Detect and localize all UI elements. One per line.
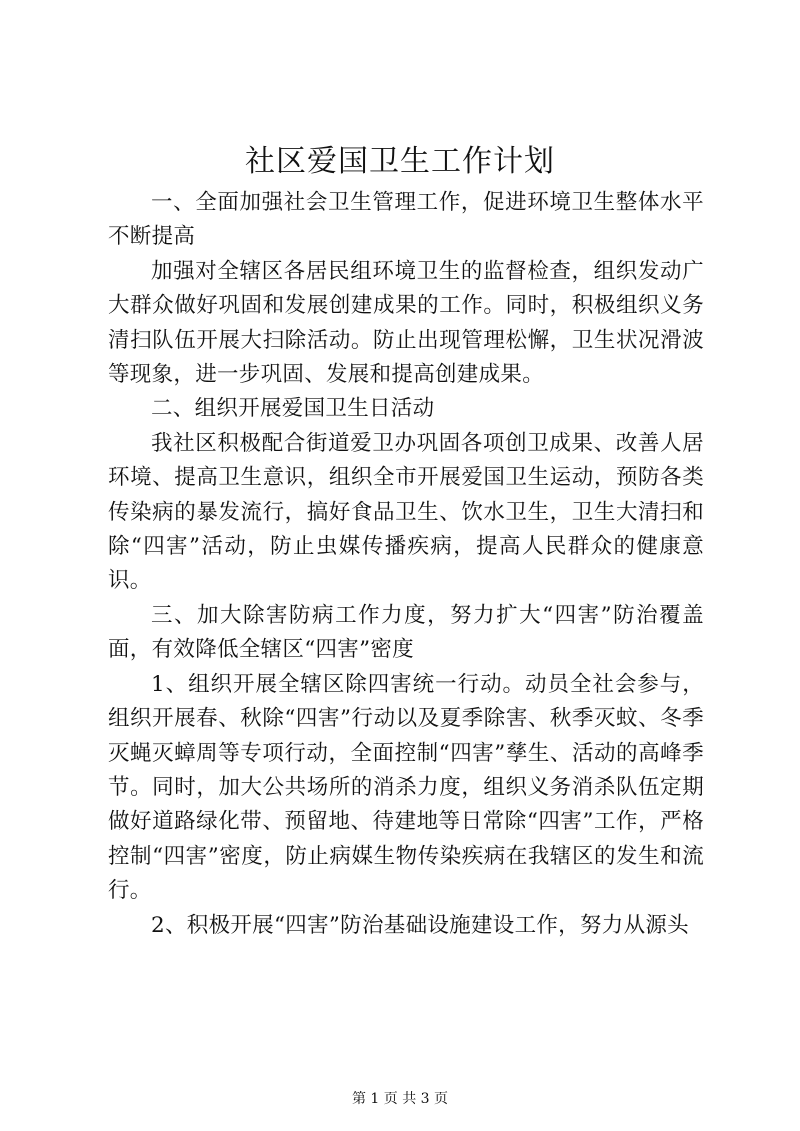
section-heading-3: 三、加大除害防病工作力度，努力扩大“四害”防治覆盖面，有效降低全辖区“四害”密度 xyxy=(108,602,704,663)
section-heading-1: 一、全面加强社会卫生管理工作，促进环境卫生整体水平不断提高 xyxy=(108,190,704,250)
body-paragraph: 加强对全辖区各居民组环境卫生的监督检查，组织发动广大群众做好巩固和发展创建成果的工作。同时，积极组织义务清扫队伍开展大扫除活动。防止出现管理松懈，卫生状况滑波等现象，进一步巩固、发展和提高创建成果。 xyxy=(108,258,704,388)
body-paragraph: 1、组织开展全辖区除四害统一行动。动员全社会参与，组织开展春、秋除“四害”行动以及夏季除害、秋季灭蚊、冬季灭蝇灭蟑周等专项行动，全面控制“四害”孳生、活动的高峰季节。同时，加大公共场所的消杀力度，组织义务消杀队伍定期做好道路绿化带、预留地、待建地等日常除“四害”工作，严格控制“四害”密度，防止病媒生物传染疾病在我辖区的发生和流行。 xyxy=(108,671,704,904)
document-body xyxy=(108,186,704,943)
body-paragraph: 我社区积极配合街道爱卫办巩固各项创卫成果、改善人居环境、提高卫生意识，组织全市开展爱国卫生运动，预防各类传染病的暴发流行，搞好食品卫生、饮水卫生，卫生大清扫和除“四害”活动，防止虫媒传播疾病，提高人民群众的健康意识。 xyxy=(108,430,704,594)
body-paragraph: 2、积极开展“四害”防治基础设施建设工作，努力从源头 xyxy=(151,912,689,938)
section-heading-2: 二、组织开展爱国卫生日活动 xyxy=(151,396,435,422)
document-title: 社区爱国卫生工作计划 xyxy=(245,144,555,179)
page-number-footer: 第 1 页 共 3 页 xyxy=(351,1091,449,1107)
